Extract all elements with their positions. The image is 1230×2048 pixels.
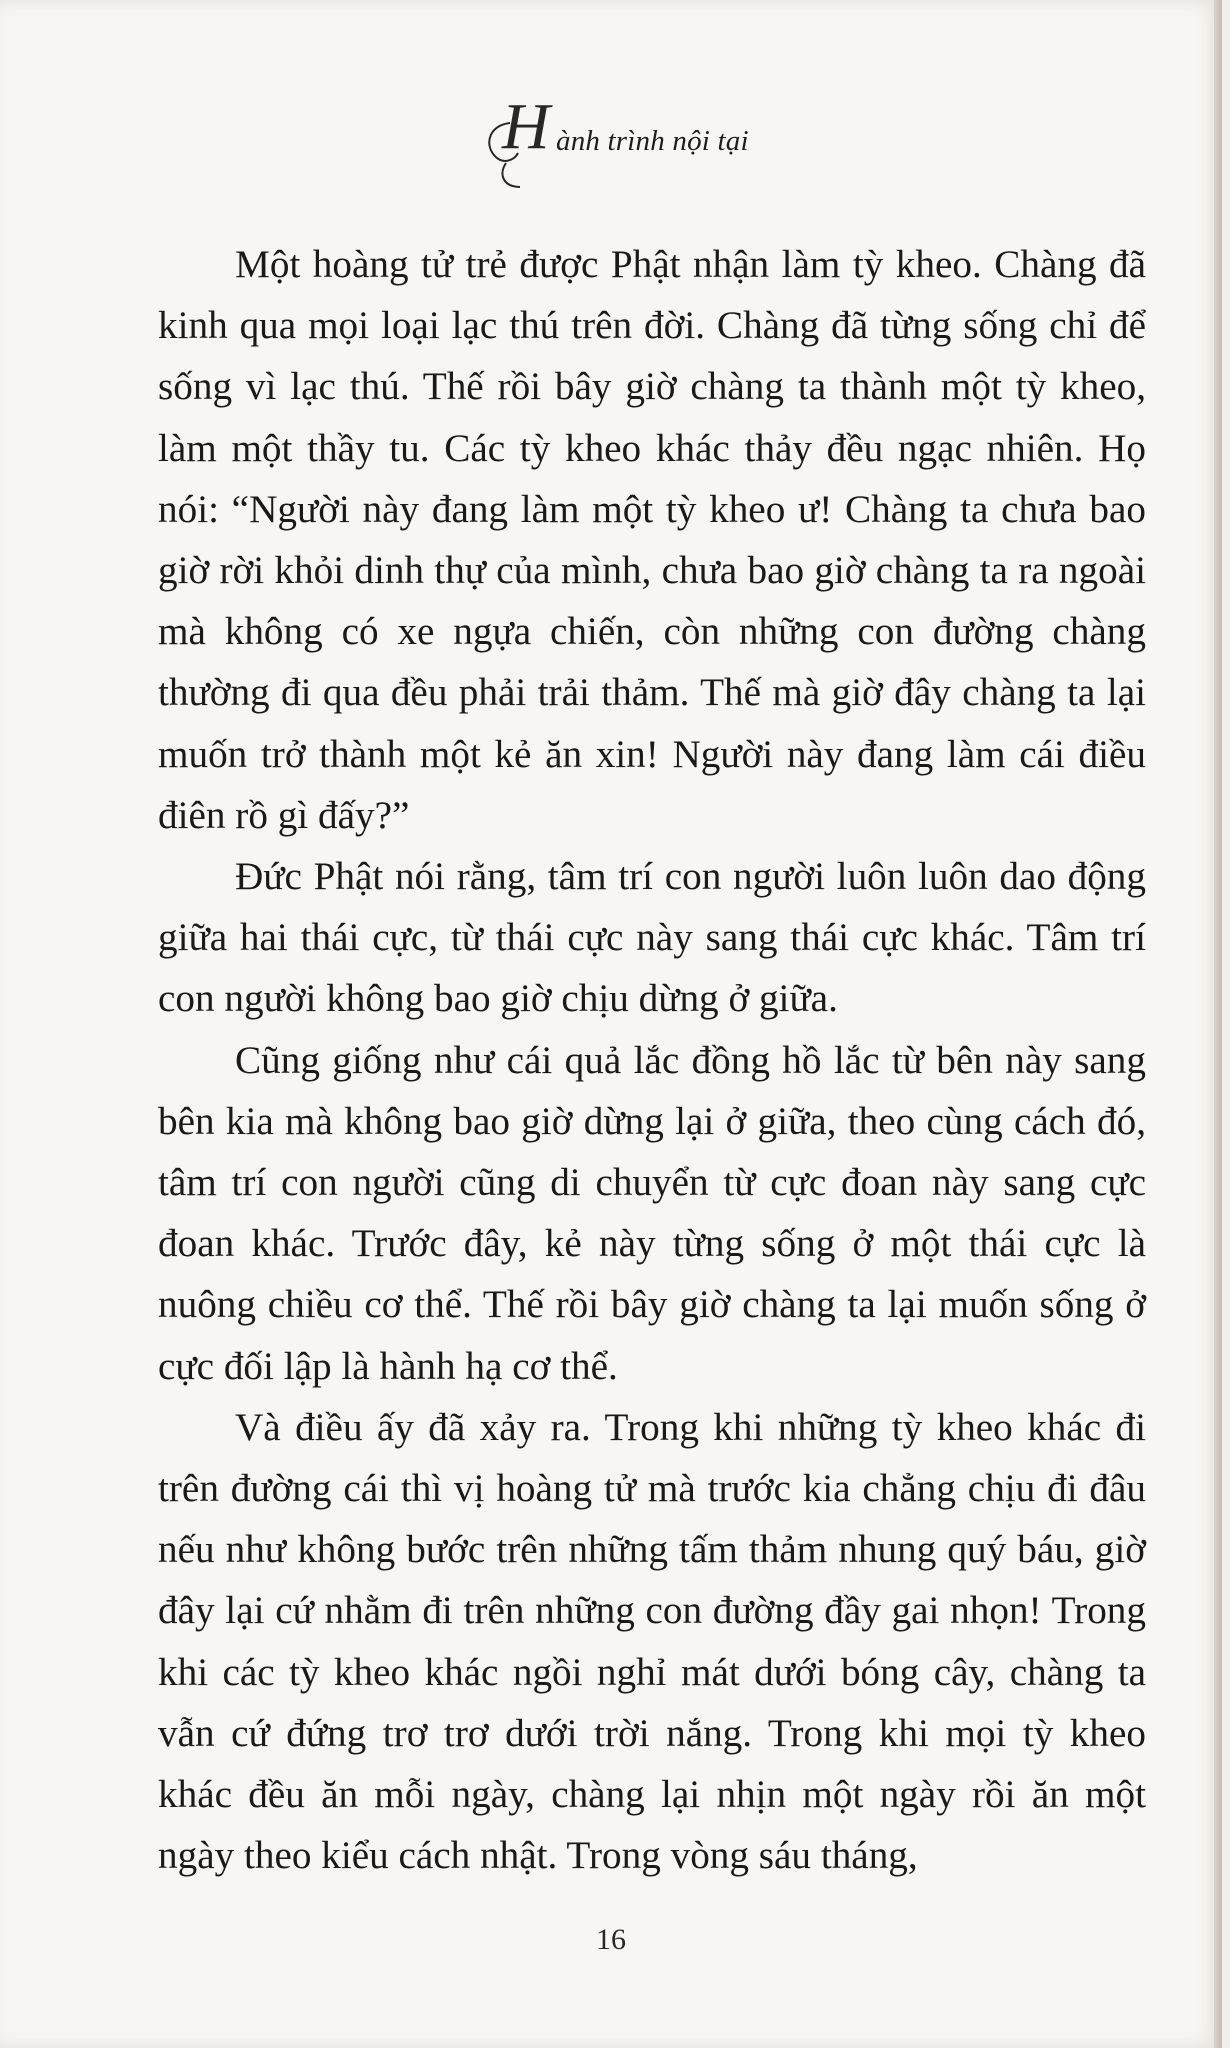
header-title: ành trình nội tại — [556, 125, 749, 157]
running-header — [480, 90, 880, 195]
paragraph: Cũng giống như cái quả lắc đồng hồ lắc từ bên này sang bên kia mà không bao giờ dừng lại ở giữa, theo cùng cách đó, tâm trí con người cũng di chuyển từ cực đoan này sang cực đoan khác. Trước đây, kẻ này từng sống ở một thái cực là nuông chiều cơ thể. Thế rồi bây giờ chàng ta lại muốn sống ở cực đối lập là hành hạ cơ thể. — [158, 1038, 1146, 1388]
page-edge — [1214, 0, 1222, 2048]
paragraph: Và điều ấy đã xảy ra. Trong khi những tỳ kheo khác đi trên đường cái thì vị hoàng tử mà trước kia chẳng chịu đi đâu nếu như không bước trên những tấm thảm nhung quý báu, giờ đây lại cứ nhằm đi trên những con đường đầy gai nhọn! Trong khi các tỳ kheo khác ngồi nghỉ mát dưới bóng cây, chàng ta vẫn cứ đứng trơ trơ dưới trời nắng. Trong khi mọi tỳ kheo khác đều ăn mỗi ngày, chàng lại nhịn một ngày rồi ăn một ngày theo kiểu cách nhật. Trong vòng sáu tháng, — [158, 1405, 1146, 1878]
body-text — [158, 234, 1146, 1886]
page-number: 16 — [596, 1923, 626, 1956]
header-initial: H — [502, 90, 550, 163]
paragraph: Một hoàng tử trẻ được Phật nhận làm tỳ kheo. Chàng đã kinh qua mọi loại lạc thú trên đời. Chàng đã từng sống chỉ để sống vì lạc thú. Thế rồi bây giờ chàng ta thành một tỳ kheo, làm một thầy tu. Các tỳ kheo khác thảy đều ngạc nhiên. Họ nói: “Người này đang làm một tỳ kheo ư! Chàng ta chưa bao giờ rời khỏi dinh thự của mình, chưa bao giờ chàng ta ra ngoài mà không có xe ngựa chiến, còn những con đường chàng thường đi qua đều phải trải thảm. Thế mà giờ đây chàng ta lại muốn trở thành một kẻ ăn xin! Người này đang làm cái điều điên rồ gì đấy?” — [158, 243, 1146, 837]
paragraph: Đức Phật nói rằng, tâm trí con người luôn luôn dao động giữa hai thái cực, từ thái cực này sang thái cực khác. Tâm trí con người không bao giờ chịu dừng ở giữa. — [158, 855, 1146, 1021]
